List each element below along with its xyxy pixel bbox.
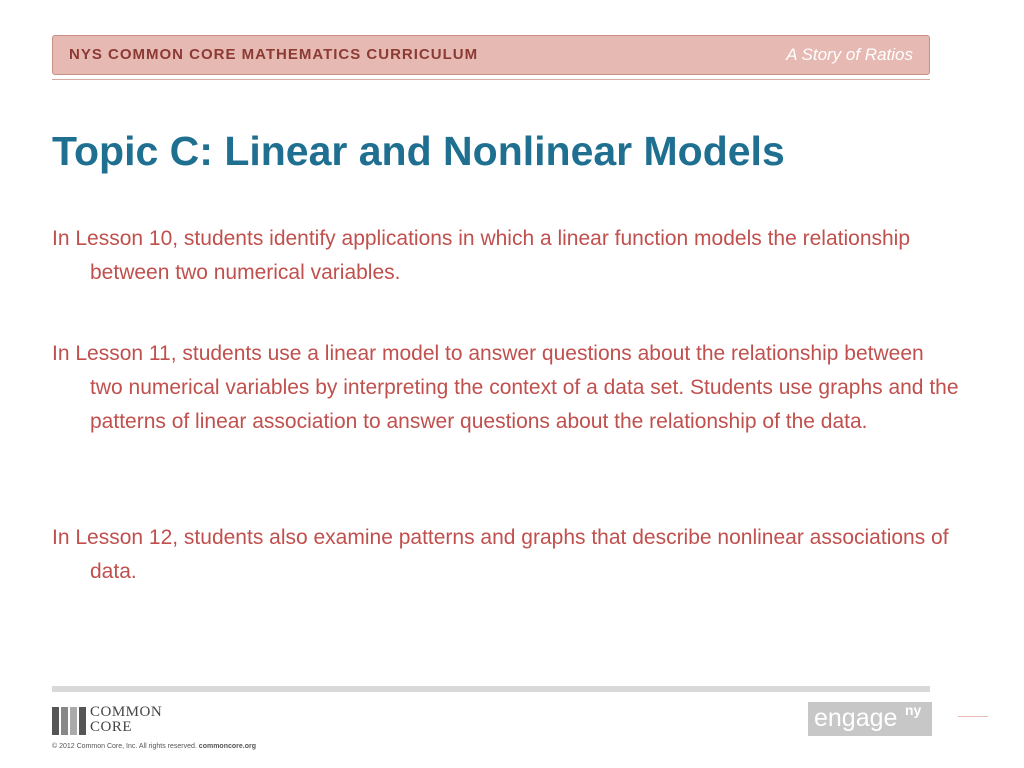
story-label: A Story of Ratios <box>786 45 913 64</box>
ny-superscript: ny <box>905 702 922 718</box>
lesson-10-paragraph: In Lesson 10, students identify applications in which a linear function models the relationship between two numerical variables. <box>52 227 911 284</box>
lesson-11-paragraph: In Lesson 11, students use a linear model to answer questions about the relationship between two numerical variables by interpreting the context of a data set. Students use graphs and the patterns of linear association to answer questions about the relationship of the data. <box>52 342 959 433</box>
slide-title: Topic C: Linear and Nonlinear Models <box>52 128 785 174</box>
accent-line <box>958 716 988 717</box>
footer-divider <box>52 686 930 692</box>
header-band <box>52 35 930 75</box>
common-core-wordmark: COMMON CORE <box>90 704 163 735</box>
lesson-12-paragraph: In Lesson 12, students also examine patterns and graphs that describe nonlinear associations of data. <box>52 526 949 583</box>
header-divider <box>52 79 930 80</box>
common-core-logo <box>52 705 192 737</box>
common-core-bars-icon <box>52 707 86 735</box>
curriculum-label: NYS COMMON CORE MATHEMATICS CURRICULUM <box>69 46 479 63</box>
commoncore-link[interactable]: commoncore.org <box>198 743 256 750</box>
copyright-text: © 2012 Common Core, Inc. All rights reserved. commoncore.org <box>52 743 256 750</box>
engageny-logo <box>808 702 932 736</box>
engage-wordmark: engage <box>814 704 898 732</box>
